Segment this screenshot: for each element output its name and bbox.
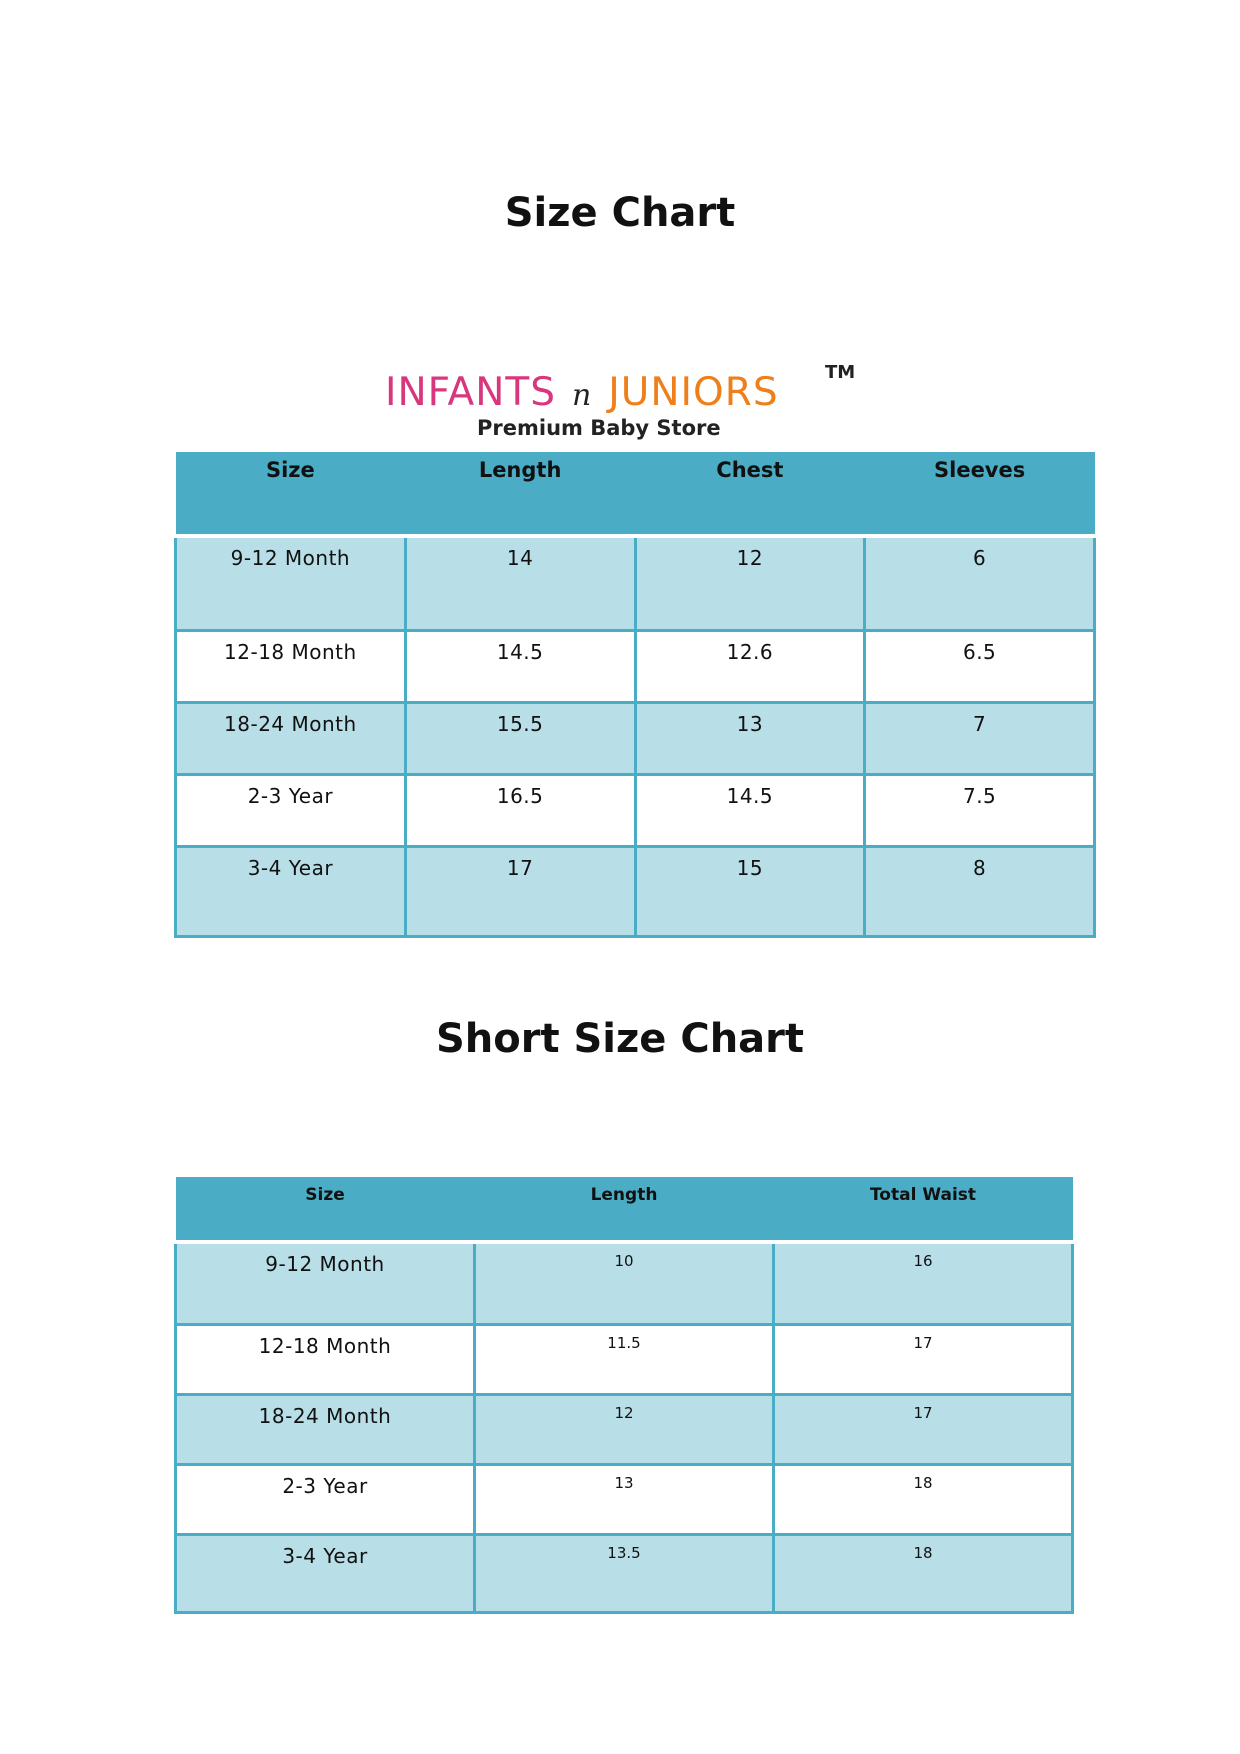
- table-row: [176, 775, 1095, 847]
- cell-sleeves: 7: [865, 703, 1095, 775]
- short-size-chart-table: [174, 1177, 1074, 1614]
- column-header-length: Length: [475, 1177, 774, 1242]
- cell-length: 14.5: [405, 631, 635, 703]
- table-header-row: [176, 452, 1095, 536]
- cell-chest: 13: [635, 703, 865, 775]
- cell-length: 13: [475, 1465, 774, 1535]
- table-row: [176, 1325, 1073, 1395]
- table-row: [176, 1465, 1073, 1535]
- column-header-size: Size: [176, 1177, 475, 1242]
- cell-size: 12-18 Month: [176, 1325, 475, 1395]
- cell-total-waist: 18: [774, 1465, 1073, 1535]
- column-header-sleeves: Sleeves: [865, 452, 1095, 536]
- cell-length: 11.5: [475, 1325, 774, 1395]
- cell-chest: 14.5: [635, 775, 865, 847]
- logo-connector: n: [571, 378, 593, 413]
- table-row: [176, 1395, 1073, 1465]
- cell-size: 2-3 Year: [176, 1465, 475, 1535]
- cell-sleeves: 6.5: [865, 631, 1095, 703]
- cell-sleeves: 6: [865, 536, 1095, 631]
- brand-logo: [385, 358, 855, 450]
- cell-total-waist: 17: [774, 1325, 1073, 1395]
- logo-word-infants: INFANTS: [385, 370, 556, 415]
- cell-size: 18-24 Month: [176, 703, 406, 775]
- cell-total-waist: 16: [774, 1242, 1073, 1325]
- cell-size: 3-4 Year: [176, 1535, 475, 1613]
- cell-sleeves: 8: [865, 847, 1095, 937]
- cell-length: 14: [405, 536, 635, 631]
- page-title: Size Chart: [504, 190, 736, 236]
- size-chart-table: [174, 452, 1096, 938]
- logo-wordmark: [385, 370, 779, 415]
- cell-length: 13.5: [475, 1535, 774, 1613]
- cell-chest: 15: [635, 847, 865, 937]
- table-row: [176, 631, 1095, 703]
- table-header-row: [176, 1177, 1073, 1242]
- logo-word-juniors: JUNIORS: [608, 370, 779, 415]
- short-chart-title: Short Size Chart: [435, 1016, 805, 1062]
- cell-total-waist: 18: [774, 1535, 1073, 1613]
- cell-size: 9-12 Month: [176, 536, 406, 631]
- table-row: [176, 536, 1095, 631]
- cell-size: 9-12 Month: [176, 1242, 475, 1325]
- table-row: [176, 703, 1095, 775]
- cell-size: 18-24 Month: [176, 1395, 475, 1465]
- table-row: [176, 1535, 1073, 1613]
- cell-length: 15.5: [405, 703, 635, 775]
- cell-size: 12-18 Month: [176, 631, 406, 703]
- column-header-total-waist: Total Waist: [774, 1177, 1073, 1242]
- trademark-mark: TM: [825, 362, 856, 383]
- cell-size: 3-4 Year: [176, 847, 406, 937]
- cell-size: 2-3 Year: [176, 775, 406, 847]
- cell-chest: 12.6: [635, 631, 865, 703]
- cell-length: 10: [475, 1242, 774, 1325]
- cell-sleeves: 7.5: [865, 775, 1095, 847]
- table-row: [176, 847, 1095, 937]
- cell-length: 17: [405, 847, 635, 937]
- column-header-chest: Chest: [635, 452, 865, 536]
- cell-length: 12: [475, 1395, 774, 1465]
- cell-chest: 12: [635, 536, 865, 631]
- column-header-length: Length: [405, 452, 635, 536]
- table-row: [176, 1242, 1073, 1325]
- logo-tagline: Premium Baby Store: [477, 416, 721, 440]
- column-header-size: Size: [176, 452, 406, 536]
- cell-length: 16.5: [405, 775, 635, 847]
- cell-total-waist: 17: [774, 1395, 1073, 1465]
